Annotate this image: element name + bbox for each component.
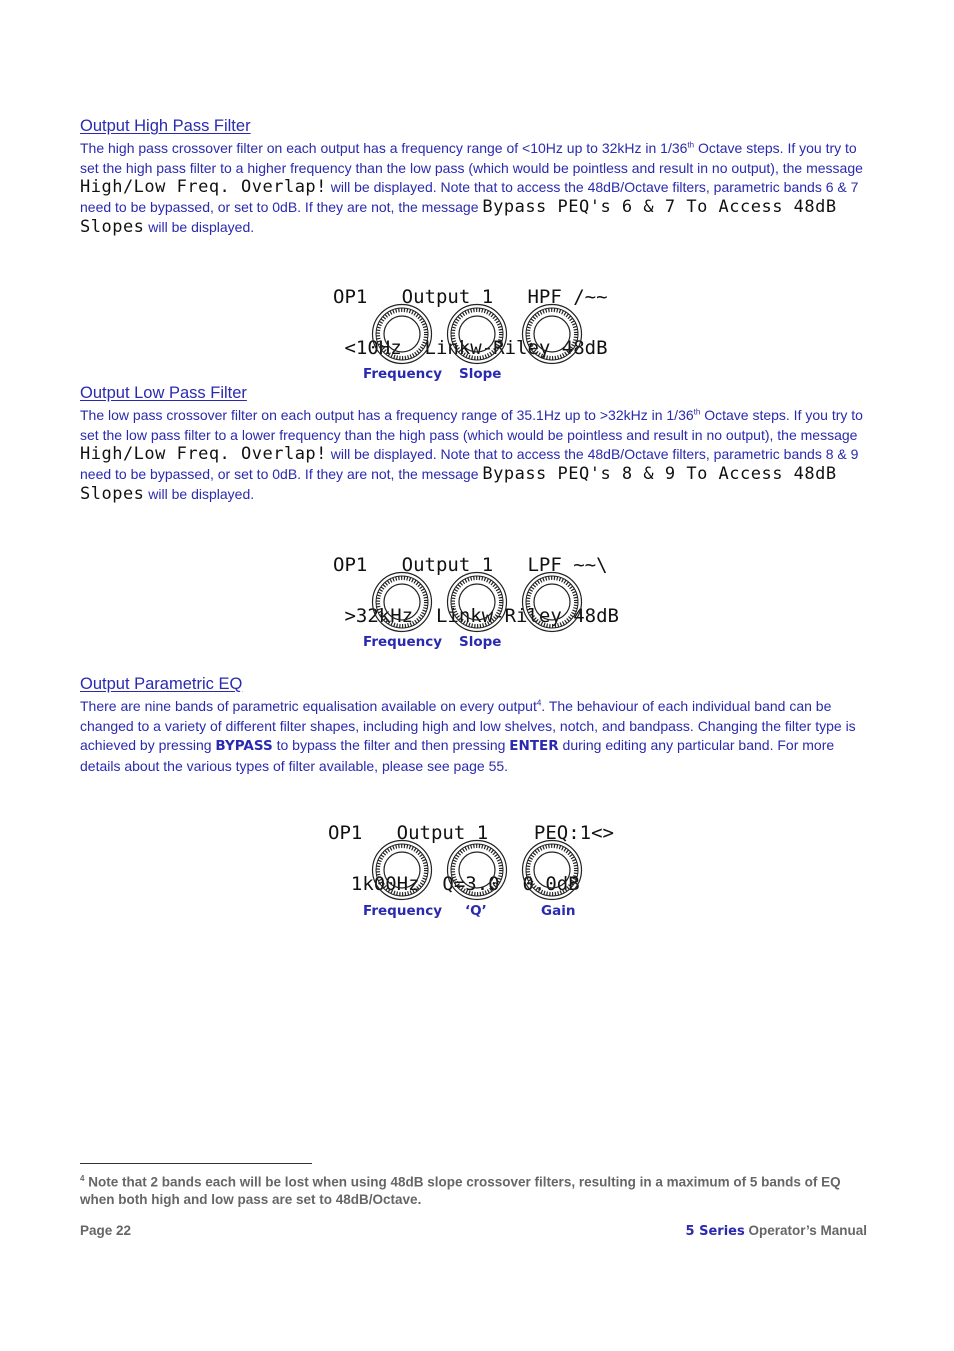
- footnote: $^4$ Note that 2 bands each will be lost when using 48dB slope crossover filters, resulting in a maximum of 5 bands of EQ when both high and low pass are set to 48dB/Octave.: [80, 1174, 841, 1207]
- display-line-2: <10Hz Linkw-Riley 48dB: [333, 337, 608, 359]
- display-line-2: 1k00Hz Q=3.0 0.0dB: [328, 873, 580, 895]
- knob-icon[interactable]: [521, 303, 583, 365]
- knob-icon[interactable]: [371, 571, 433, 633]
- knob-icon[interactable]: [371, 303, 433, 365]
- lcd-message: High/Low Freq. Overlap!: [80, 444, 327, 465]
- lpf-section: [80, 383, 874, 505]
- knob-label-gain: Gain: [541, 903, 576, 919]
- display-line-2: >32kHz Linkw-Riley 48dB: [333, 605, 619, 627]
- knob-icon[interactable]: [371, 839, 433, 901]
- footnote-divider: [80, 1163, 312, 1164]
- knob-icon[interactable]: [446, 839, 508, 901]
- peq-heading: Output Parametric EQ: [80, 675, 243, 693]
- peq-section: [80, 674, 874, 777]
- lpf-heading: Output Low Pass Filter: [80, 384, 247, 402]
- knob-icon[interactable]: [521, 571, 583, 633]
- bypass-button-name: BYPASS: [215, 738, 273, 755]
- lpf-paragraph: The low pass crossover filter on each output has a frequency range of 35.1Hz up to >32kHz in 1/36th Octave steps. If you try to set the low pass filter to a lower frequency than the high pass (which would be pointless and result in no output), the message High/Low Freq. Overlap! will be displayed. Note that to access the 48dB/Octave filters, parametric bands 8 & 9 need to be bypassed, or set to 0dB. If they are not, the message Bypass PEQ's 8 & 9 To Access 48dB Slopes will be displayed.: [80, 407, 863, 504]
- knob-label-frequency: Frequency: [363, 366, 443, 382]
- series-logo: 5 Series: [685, 1224, 745, 1239]
- knob-icon[interactable]: [446, 571, 508, 633]
- lcd-message: High/Low Freq. Overlap!: [80, 177, 327, 198]
- lcd-message: Bypass PEQ's 6 & 7 To Access 48dB Slopes: [80, 197, 837, 237]
- knob-icon[interactable]: [446, 303, 508, 365]
- peq-paragraph: There are nine bands of parametric equalisation available on every output$^4$. The behaviour of each individual band can be changed to a variety of different filter shapes, including high and low shelves, notch, and bandpass. Changing the filter type is achieved by pressing BYPASS to bypass the filter and then pressing ENTER during editing any particular band. For more details about the various types of filter available, please see page 55.: [80, 698, 856, 775]
- knob-label-slope: Slope: [459, 366, 502, 382]
- hpf-paragraph: The high pass crossover filter on each output has a frequency range of <10Hz up to 32kHz in 1/36th Octave steps. If you try to set the high pass filter to a higher frequency than the low pass (which would be pointless and result in no output), the message High/Low Freq. Overlap! will be displayed. Note that to access the 48dB/Octave filters, parametric bands 6 & 7 need to be bypassed, or set to 0dB. If they are not, the message Bypass PEQ's 6 & 7 To Access 48dB Slopes will be displayed.: [80, 140, 863, 237]
- knob-label-frequency: Frequency: [363, 634, 443, 650]
- page-number: Page 22: [80, 1223, 132, 1238]
- knob-label-slope: Slope: [459, 634, 502, 650]
- manual-title: 5 Series Operator’s Manual: [685, 1223, 867, 1239]
- knob-label-frequency: Frequency: [363, 903, 443, 919]
- knob-label-q: ‘Q’: [465, 903, 487, 919]
- enter-button-name: ENTER: [509, 738, 559, 755]
- hpf-section: [80, 116, 874, 238]
- hpf-heading: Output High Pass Filter: [80, 117, 251, 135]
- display-line-1: OP1 Output 1 PEQ:1<>: [328, 822, 614, 844]
- lcd-message: Bypass PEQ's 8 & 9 To Access 48dB Slopes: [80, 464, 837, 504]
- display-line-1: OP1 Output 1 LPF ~~\: [333, 554, 608, 576]
- knob-icon[interactable]: [521, 839, 583, 901]
- display-line-1: OP1 Output 1 HPF /~~: [333, 286, 608, 308]
